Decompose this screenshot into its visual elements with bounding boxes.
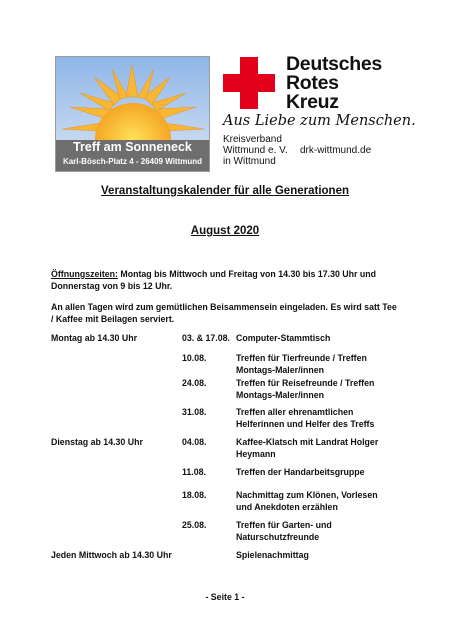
schedule-day: Montag ab 14.30 Uhr xyxy=(51,333,138,343)
drk-website: drk-wittmund.de xyxy=(300,145,372,156)
schedule-event: Treffen für Reisefreunde / Treffen Montags-Maler/innen xyxy=(236,378,375,400)
schedule-date: 03. & 17.08. xyxy=(182,333,230,343)
drk-name-line3: Kreuz xyxy=(286,91,339,113)
calendar-heading: Veranstaltungskalender für alle Generationen xyxy=(101,185,349,197)
treff-logo xyxy=(55,56,210,172)
schedule-date: 18.08. xyxy=(182,490,207,500)
schedule-day: Jeden Mittwoch ab 14.30 Uhr xyxy=(51,550,172,560)
page-number: - Seite 1 - xyxy=(205,592,245,602)
schedule-date: 04.08. xyxy=(182,437,207,447)
schedule-day: Dienstag ab 14.30 Uhr xyxy=(51,437,143,447)
opening-text: Montag bis Mittwoch und Freitag von 14.30 bis 17.30 Uhr und Donnerstag von 9 bis 12 Uhr. xyxy=(51,269,377,291)
drk-name-line1: Deutsches xyxy=(286,53,382,75)
verband-line2: Wittmund e. V. xyxy=(223,145,288,156)
logo-title: Treff am Sonneneck xyxy=(73,140,192,154)
drk-name-line2: Rotes xyxy=(286,72,339,94)
schedule-event: Computer-Stammtisch xyxy=(236,333,331,343)
drk-name xyxy=(286,55,382,112)
schedule-event: Treffen für Tierfreunde / Treffen Montags-Maler/innen xyxy=(236,353,367,375)
schedule-event: Kaffee-Klatsch mit Landrat Holger Heymann xyxy=(236,437,379,459)
opening-hours xyxy=(51,268,401,292)
red-cross-icon xyxy=(223,57,275,109)
month-heading: August 2020 xyxy=(190,225,260,237)
schedule-date: 10.08. xyxy=(182,353,207,363)
drk-verband xyxy=(223,134,288,167)
schedule-event: Treffen für Garten- und Naturschutzfreunde xyxy=(236,520,332,542)
schedule-event: Treffen der Handarbeitsgruppe xyxy=(236,467,365,477)
schedule-event: Treffen aller ehrenamtlichen Helferinnen und Helfer des Treffs xyxy=(236,407,375,429)
intro-text: An allen Tagen wird zum gemütlichen Beisammensein eingeladen. Es wird satt Tee / Kaffee mit Beilagen serviert. xyxy=(51,302,397,324)
schedule-date: 11.08. xyxy=(182,467,206,477)
schedule-event: Spielenachmittag xyxy=(236,550,309,560)
verband-line3: in Wittmund xyxy=(223,156,276,167)
logo-address: Karl-Bösch-Platz 4 - 26409 Wittmund xyxy=(62,157,203,166)
schedule-date: 25.08. xyxy=(182,520,207,530)
opening-label: Öffnungszeiten: xyxy=(51,269,118,279)
schedule-date: 31.08. xyxy=(182,407,207,417)
drk-slogan: Aus Liebe zum Menschen. xyxy=(223,113,416,129)
verband-line1: Kreisverband xyxy=(223,134,282,145)
schedule-event: Nachmittag zum Klönen, Vorlesen und Anekdoten erzählen xyxy=(236,490,378,512)
schedule-date: 24.08. xyxy=(182,378,207,388)
